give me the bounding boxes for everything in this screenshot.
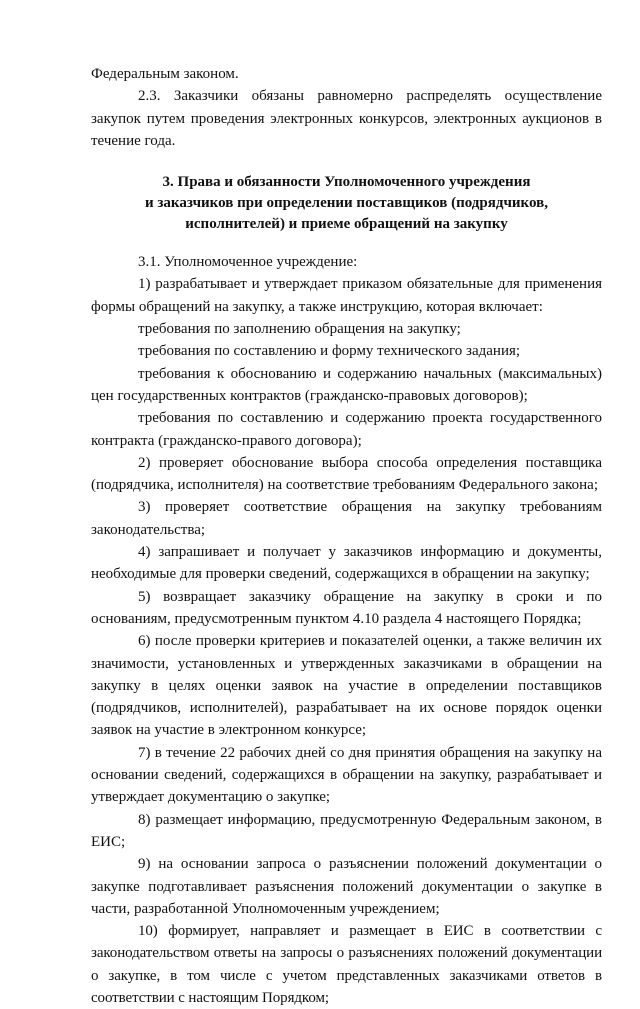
list-item-5: 5) возвращает заказчику обращение на закупку в сроки и по основаниям, предусмотренным пунктом 4.10 раздела 4 настоящего Порядка; bbox=[91, 588, 602, 627]
list-item-6: 6) после проверки критериев и показателей оценки, а также величин их значимости, установленных и утвержденных заказчиками в обращении на закупку в целях оценки заявок на участие в определении поставщиков (подрядчиков, исполнителей), разрабатывает на их основе порядок оценки заявок на участие в электронном конкурсе; bbox=[91, 633, 602, 739]
document-page bbox=[91, 63, 602, 1009]
section-3-heading bbox=[91, 172, 602, 235]
list-item-9: 9) на основании запроса о разъяснении положений документации о закупке подготавливает разъяснения положений документации о закупке в части, разработанной Уполномоченным учреждением; bbox=[91, 856, 602, 917]
list-item-4: 4) запрашивает и получает у заказчиков информацию и документы, необходимые для проверки сведений, содержащихся в обращении на закупку; bbox=[91, 544, 602, 583]
list-item-8: 8) размещает информацию, предусмотренную Федеральным законом, в ЕИС; bbox=[91, 811, 602, 850]
list-subitem-requirements-prices: требования к обоснованию и содержанию начальных (максимальных) цен государственных контрактов (гражданско-правовых договоров); bbox=[91, 365, 602, 404]
paragraph-2-3: 2.3. Заказчики обязаны равномерно распределять осуществление закупок путем проведения электронных конкурсов, электронных аукционов в течение года. bbox=[91, 88, 602, 149]
paragraph-3-1: 3.1. Уполномоченное учреждение: bbox=[138, 254, 358, 271]
list-item-2: 2) проверяет обоснование выбора способа определения поставщика (подрядчика, исполнителя) на соответствие требованиям Федерального закона; bbox=[91, 454, 602, 494]
section-3-heading-line-3: исполнителей) и приеме обращений на закупку bbox=[185, 216, 508, 233]
list-subitem-requirements-contract: требования по составлению и содержанию проекта государственного контракта (гражданско-правого договора); bbox=[91, 410, 602, 449]
list-item-1: 1) разрабатывает и утверждает приказом обязательные для применения формы обращений на закупку, а также инструкцию, которая включает: bbox=[91, 276, 602, 315]
list-item-10: 10) формирует, направляет и размещает в ЕИС в соответствии с законодательством ответы на запросы о разъяснениях положений документации о закупке, в том числе с учетом представленных заказчиками ответов в соответствии с настоящим Порядком; bbox=[91, 923, 602, 1006]
list-item-7: 7) в течение 22 рабочих дней со дня принятия обращения на закупку на основании сведений, содержащихся в обращении на закупку, разрабатывает и утверждает документацию о закупке; bbox=[91, 744, 602, 806]
paragraph-federal-law: Федеральным законом. bbox=[91, 66, 239, 82]
list-subitem-requirements-form: требования по заполнению обращения на закупку; bbox=[138, 321, 461, 338]
section-3-heading-line-2: и заказчиков при определении поставщиков (подрядчиков, bbox=[145, 195, 548, 212]
section-3-heading-line-1: 3. Права и обязанности Уполномоченного учреждения bbox=[162, 174, 531, 191]
list-item-3: 3) проверяет соответствие обращения на закупку требованиям законодательства; bbox=[91, 499, 602, 538]
list-subitem-requirements-tech-task: требования по составлению и форму технического задания; bbox=[138, 343, 521, 360]
